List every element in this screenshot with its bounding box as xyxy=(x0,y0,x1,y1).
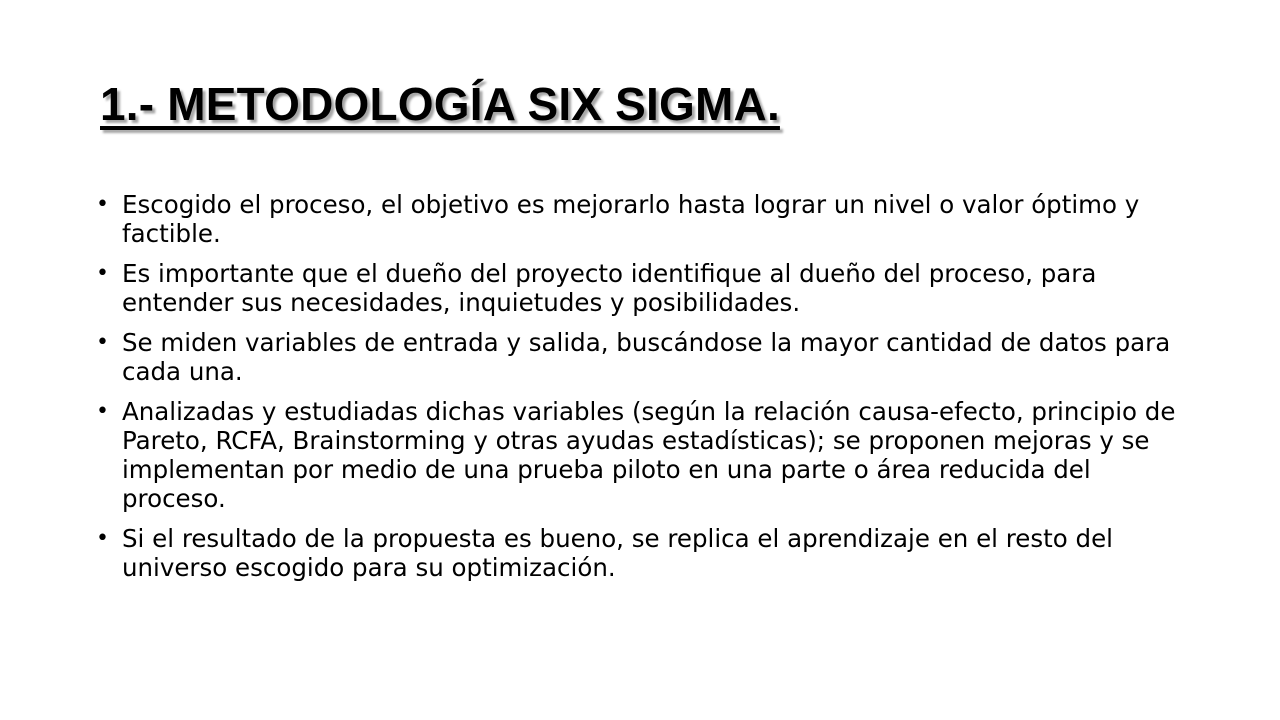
bullet-item xyxy=(96,397,1186,513)
bullet-dot-icon: • xyxy=(96,399,109,424)
slide-title: 1.- METODOLOGÍA SIX SIGMA. xyxy=(100,78,780,130)
bullet-text: Se miden variables de entrada y salida, buscándose la mayor cantidad de datos para cada una. xyxy=(122,328,1171,386)
bullet-text: Es importante que el dueño del proyecto identifique al dueño del proceso, para entender sus necesidades, inquietudes y posibilidades. xyxy=(122,259,1097,317)
bullet-dot-icon: • xyxy=(96,330,109,355)
bullet-list xyxy=(96,190,1186,593)
bullet-item xyxy=(96,190,1186,248)
bullet-item xyxy=(96,328,1186,386)
bullet-text: Analizadas y estudiadas dichas variables (según la relación causa-efecto, principio de Pareto, RCFA, Brainstorming y otras ayudas estadísticas); se proponen mejoras y se implementan por medio de una prueba piloto en una parte o área reducida del proceso. xyxy=(122,397,1176,513)
bullet-text: Si el resultado de la propuesta es bueno, se replica el aprendizaje en el resto del universo escogido para su optimización. xyxy=(122,524,1113,582)
bullet-text: Escogido el proceso, el objetivo es mejorarlo hasta lograr un nivel o valor óptimo y factible. xyxy=(122,190,1140,248)
bullet-dot-icon: • xyxy=(96,192,109,217)
bullet-dot-icon: • xyxy=(96,526,109,551)
bullet-dot-icon: • xyxy=(96,261,109,286)
bullet-item xyxy=(96,259,1186,317)
bullet-item xyxy=(96,524,1186,582)
